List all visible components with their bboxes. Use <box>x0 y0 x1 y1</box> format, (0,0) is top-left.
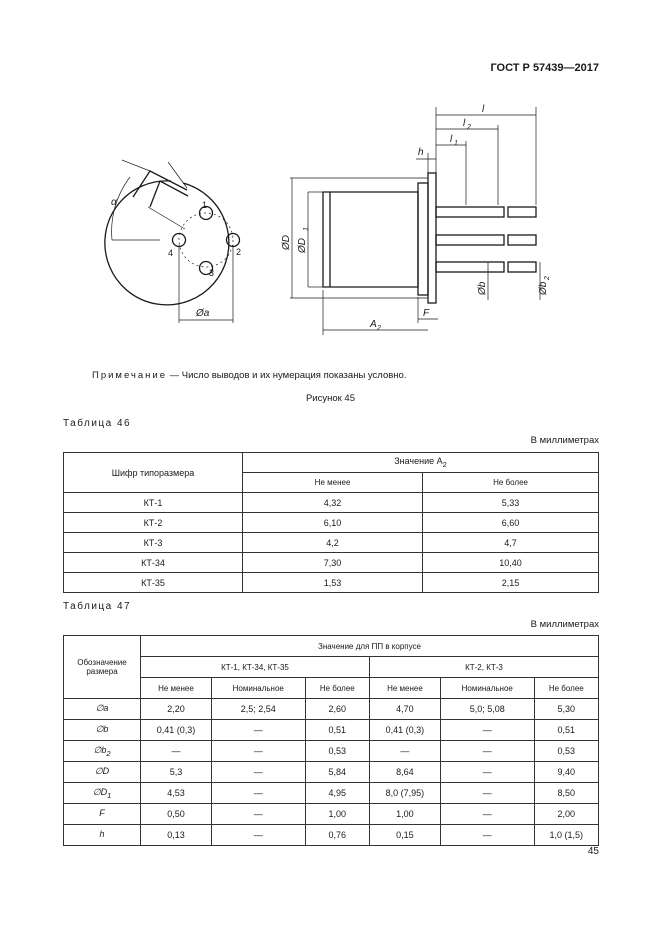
cell-value: — <box>440 720 534 741</box>
subheader: Не менее <box>141 678 212 699</box>
cell-value: — <box>440 804 534 825</box>
cell-value: 0,41 (0,3) <box>141 720 212 741</box>
cell-dim: $\emptyset b_2$ <box>64 741 141 762</box>
cell-min: 4,32 <box>243 493 423 513</box>
cell-min: 7,30 <box>243 553 423 573</box>
cell-value: 1,0 (1,5) <box>534 825 598 846</box>
group-2: КТ-2, КТ-3 <box>369 657 598 678</box>
table-row <box>64 573 599 593</box>
svg-text:α: α <box>111 197 117 208</box>
cell-value: 5,84 <box>305 762 369 783</box>
cell-value: 5,30 <box>534 699 598 720</box>
cell-min: 4,2 <box>243 533 423 553</box>
cell-dim: ∅a <box>64 699 141 720</box>
cell-value: 0,53 <box>534 741 598 762</box>
page-number: 45 <box>587 846 599 857</box>
note-text: — Число выводов и их нумерация показаны условно. <box>167 370 407 381</box>
subheader: Номинальное <box>440 678 534 699</box>
cell-value: 1,00 <box>305 804 369 825</box>
cell-dim: ∅b <box>64 720 141 741</box>
cell-value: — <box>440 741 534 762</box>
page-header: ГОСТ Р 57439—2017 <box>490 62 599 74</box>
cell-value: 0,53 <box>305 741 369 762</box>
cell-dim: ∅D <box>64 762 141 783</box>
cell-value: 8,64 <box>369 762 440 783</box>
subheader: Не менее <box>369 678 440 699</box>
svg-text:Øb: Øb <box>538 281 549 295</box>
subheader: Номинальное <box>211 678 305 699</box>
table-row <box>64 825 599 846</box>
table-row <box>64 762 599 783</box>
cell-value: — <box>211 804 305 825</box>
cell-code: КТ-2 <box>64 513 243 533</box>
table-row <box>64 553 599 573</box>
svg-text:h: h <box>418 147 424 158</box>
cell-max: 5,33 <box>423 493 599 513</box>
cell-value: — <box>211 762 305 783</box>
svg-text:Øa: Øa <box>196 308 210 319</box>
table46-units: В миллиметрах <box>530 435 599 446</box>
col-max: Не более <box>423 473 599 493</box>
col-value: Значение $A_2$ <box>243 453 599 473</box>
col-dim: Обозначение размера <box>64 636 141 699</box>
group-1: КТ-1, КТ-34, КТ-35 <box>141 657 370 678</box>
cell-value: 0,76 <box>305 825 369 846</box>
cell-value: 1,00 <box>369 804 440 825</box>
svg-text:l: l <box>482 104 485 115</box>
pin-4 <box>173 234 186 247</box>
table-row <box>64 699 599 720</box>
cell-value: 2,60 <box>305 699 369 720</box>
svg-text:1: 1 <box>202 200 208 210</box>
subheader: Не более <box>305 678 369 699</box>
cell-value: — <box>440 783 534 804</box>
subheader: Не более <box>534 678 598 699</box>
svg-text:ØD: ØD <box>281 235 292 250</box>
svg-text:Øb: Øb <box>477 281 488 295</box>
cell-value: — <box>211 720 305 741</box>
col-code: Шифр типоразмера <box>64 453 243 493</box>
cell-value: 0,51 <box>305 720 369 741</box>
cell-max: 6,60 <box>423 513 599 533</box>
svg-text:l: l <box>463 118 466 129</box>
cell-max: 2,15 <box>423 573 599 593</box>
svg-text:2: 2 <box>377 325 381 332</box>
cell-value: 2,20 <box>141 699 212 720</box>
cell-value: — <box>141 741 212 762</box>
cell-value: 4,95 <box>305 783 369 804</box>
cell-value: 4,53 <box>141 783 212 804</box>
cell-code: КТ-3 <box>64 533 243 553</box>
table-row <box>64 533 599 553</box>
table-row <box>64 783 599 804</box>
table46-caption: Таблица 46 <box>63 418 132 429</box>
cell-value: — <box>440 825 534 846</box>
table47-caption: Таблица 47 <box>63 601 132 612</box>
col-min: Не менее <box>243 473 423 493</box>
note-label: Примечание <box>92 370 167 381</box>
svg-text:4: 4 <box>168 248 174 258</box>
cell-value: — <box>211 783 305 804</box>
svg-text:3: 3 <box>209 268 215 278</box>
cell-max: 4,7 <box>423 533 599 553</box>
figure-drawing <box>0 95 661 345</box>
cell-value: — <box>211 825 305 846</box>
table-row <box>64 513 599 533</box>
cell-value: 0,15 <box>369 825 440 846</box>
table-row <box>64 741 599 762</box>
cell-value: 8,50 <box>534 783 598 804</box>
cell-value: 0,13 <box>141 825 212 846</box>
table-row <box>64 804 599 825</box>
svg-text:F: F <box>423 308 430 319</box>
cell-code: КТ-1 <box>64 493 243 513</box>
svg-text:2: 2 <box>544 276 551 280</box>
cell-value: — <box>440 762 534 783</box>
cell-code: КТ-35 <box>64 573 243 593</box>
cell-dim: h <box>64 825 141 846</box>
cell-value: 8,0 (7,95) <box>369 783 440 804</box>
cell-value: 5,3 <box>141 762 212 783</box>
cell-value: 5,0; 5,08 <box>440 699 534 720</box>
cell-max: 10,40 <box>423 553 599 573</box>
cell-value: 4,70 <box>369 699 440 720</box>
table-46 <box>63 452 599 593</box>
cell-code: КТ-34 <box>64 553 243 573</box>
svg-text:1: 1 <box>303 227 310 231</box>
cell-value: 0,50 <box>141 804 212 825</box>
table-47 <box>63 635 599 846</box>
cell-dim: $\emptyset D_1$ <box>64 783 141 804</box>
figure-caption: Рисунок 45 <box>305 393 356 404</box>
figure-note <box>92 370 406 381</box>
cell-value: 0,51 <box>534 720 598 741</box>
cell-value: 2,5; 2,54 <box>211 699 305 720</box>
table47-units: В миллиметрах <box>530 619 599 630</box>
cell-min: 1,53 <box>243 573 423 593</box>
svg-text:1: 1 <box>454 140 458 147</box>
table-row <box>64 720 599 741</box>
base-outline <box>105 181 229 305</box>
cell-value: — <box>211 741 305 762</box>
cell-dim: F <box>64 804 141 825</box>
body-outline <box>323 192 418 287</box>
table-row <box>64 493 599 513</box>
cell-value: 0,41 (0,3) <box>369 720 440 741</box>
cell-value: — <box>369 741 440 762</box>
cell-value: 9,40 <box>534 762 598 783</box>
cell-min: 6,10 <box>243 513 423 533</box>
svg-text:l: l <box>450 134 453 145</box>
svg-text:A: A <box>370 319 377 330</box>
svg-text:2: 2 <box>467 124 471 131</box>
col-value: Значение для ПП в корпусе <box>141 636 599 657</box>
cell-value: 2,00 <box>534 804 598 825</box>
svg-text:2: 2 <box>236 247 242 257</box>
svg-text:ØD: ØD <box>297 238 308 253</box>
